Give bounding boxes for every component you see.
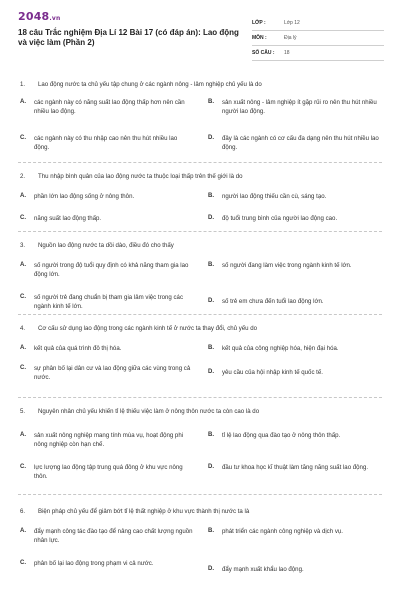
option-letter: B. [208, 528, 214, 534]
option-letter: C. [20, 215, 26, 221]
option-letter: A. [20, 262, 26, 268]
option-letter: C. [20, 294, 26, 300]
meta-table [252, 16, 384, 61]
question-3 [20, 241, 380, 310]
meta-value: Địa lý [284, 35, 297, 41]
option-letter: A. [20, 528, 26, 534]
option-letter: C. [20, 135, 26, 141]
question-text [20, 172, 380, 181]
meta-label: SỐ CÂU : [252, 50, 275, 56]
question-stem: Biện pháp chủ yếu để giảm bớt tỉ lệ thất nghiệp ở khu vực thành thị nước ta là [38, 508, 250, 515]
option-text: người lao động thiếu cần cù, sáng tạo. [222, 193, 327, 200]
question-1 [20, 80, 380, 151]
option-letter: A. [20, 345, 26, 351]
question-text [20, 241, 380, 250]
divider [18, 314, 382, 315]
option-letter: D. [208, 566, 214, 572]
option-letter: C. [20, 464, 26, 470]
option-text: số người trong độ tuổi quy định có khả năng tham gia lao động lớn. [34, 262, 189, 278]
question-stem: Thu nhập bình quân của lao động nước ta thuộc loại thấp trên thế giới là do [38, 173, 243, 180]
option-text: số người đang làm việc trong ngành kinh tế lớn. [222, 262, 352, 269]
question-6 [20, 507, 380, 573]
question-stem: Cơ cấu sử dụng lao động trong các ngành kinh tế ở nước ta thay đổi, chủ yếu do [38, 325, 258, 332]
option-text: đây là các ngành có cơ cấu đa dạng nên thu hút nhiều lao động. [222, 135, 379, 151]
page-title: 18 câu Trắc nghiệm Địa Lí 12 Bài 17 (có đáp án): Lao động và việc làm (Phần 2) [18, 28, 239, 47]
option-text: đầu tư khoa học kĩ thuật làm tăng năng suất lao động. [222, 464, 369, 471]
option-text: số người trẻ đang chuẩn bị tham gia lâm việc trong các ngành kinh tế lớn. [34, 294, 183, 310]
option-letter: D. [208, 215, 214, 221]
meta-row-count [252, 46, 384, 61]
option-text: lực lượng lao động tập trung quá đông ở khu vực nông thôn. [34, 464, 183, 480]
option-text: đẩy mạnh công tác đào tạo để nâng cao chất lượng nguồn nhân lực. [34, 528, 193, 544]
option-text: yêu cầu của hội nhập kinh tế quốc tế. [222, 369, 323, 376]
option-letter: D. [208, 464, 214, 470]
option-text: phân bố lại lao động trong phạm vi cả nước. [34, 560, 154, 567]
option-letter: B. [208, 345, 214, 351]
meta-label: MÔN : [252, 35, 267, 41]
question-4 [20, 324, 380, 381]
question-number: 1. [20, 81, 26, 88]
meta-row-class [252, 16, 384, 31]
question-number: 4. [20, 325, 26, 332]
question-text [20, 324, 380, 333]
meta-value: 18 [284, 50, 290, 56]
option-letter: A. [20, 193, 26, 199]
question-text [20, 407, 380, 416]
option-text: đẩy mạnh xuất khẩu lao động. [222, 566, 304, 573]
option-letter: A. [20, 99, 26, 105]
site-logo[interactable] [18, 10, 60, 23]
option-text: tỉ lệ lao động qua đào tạo ở nông thôn thấp. [222, 432, 341, 439]
divider [18, 494, 382, 495]
divider [18, 231, 382, 232]
question-number: 2. [20, 173, 26, 180]
option-letter: D. [208, 369, 214, 375]
question-2 [20, 172, 380, 222]
question-stem: Nguồn lao động nước ta dồi dào, điều đó cho thấy [38, 242, 174, 249]
option-text: các ngành này có thu nhập cao nên thu hút nhiều lao động. [34, 135, 178, 151]
option-letter: C. [20, 560, 26, 566]
meta-value: Lớp 12 [284, 20, 300, 26]
question-number: 3. [20, 242, 26, 249]
question-text [20, 80, 380, 89]
option-letter: A. [20, 432, 26, 438]
question-stem: Lao động nước ta chủ yếu tập chung ở các ngành nông - lâm nghiệp chủ yếu là do [38, 81, 262, 88]
option-letter: B. [208, 99, 214, 105]
option-text: phát triển các ngành công nghiệp và dịch vụ. [222, 528, 343, 535]
option-letter: D. [208, 135, 214, 141]
option-text: sự phân bố lại dân cư và lao động giữa các vùng trong cả nước. [34, 365, 191, 381]
option-text: sản xuất nông nghiệp mang tính mùa vụ, hoạt động phi nông nghiệp còn hạn chế. [34, 432, 184, 448]
option-letter: D. [208, 298, 214, 304]
option-letter: C. [20, 365, 26, 371]
option-text: các ngành này có năng suất lao động thấp hơn nên cần nhiều lao động. [34, 99, 185, 115]
option-text: kết quả của quá trình đô thị hóa. [34, 345, 122, 352]
option-text: độ tuổi trung bình của người lao động cao. [222, 215, 338, 222]
option-text: sản xuất nông - lâm nghiệp ít gặp rủi ro nên thu hút nhiều người lao động. [222, 99, 377, 115]
logo-text: 2048 [18, 10, 50, 23]
divider [18, 397, 382, 398]
option-text: số trẻ em chưa đến tuổi lao động lớn. [222, 298, 324, 305]
option-text: phần lớn lao động sống ở nông thôn. [34, 193, 135, 200]
question-number: 6. [20, 508, 26, 515]
header [0, 0, 400, 64]
option-letter: B. [208, 193, 214, 199]
option-text: năng suất lao động thấp. [34, 215, 102, 222]
question-text [20, 507, 380, 516]
option-letter: B. [208, 432, 214, 438]
divider [18, 162, 382, 163]
question-5 [20, 407, 380, 480]
meta-label: LỚP : [252, 20, 266, 26]
question-number: 5. [20, 408, 26, 415]
option-text: kết quả của công nghiệp hóa, hiện đại hóa. [222, 345, 339, 352]
question-stem: Nguyên nhân chủ yếu khiến tỉ lệ thiếu việc làm ở nông thôn nước ta còn cao là do [38, 408, 260, 415]
option-letter: B. [208, 262, 214, 268]
logo-suffix: .vn [49, 15, 61, 22]
meta-row-subject [252, 31, 384, 46]
